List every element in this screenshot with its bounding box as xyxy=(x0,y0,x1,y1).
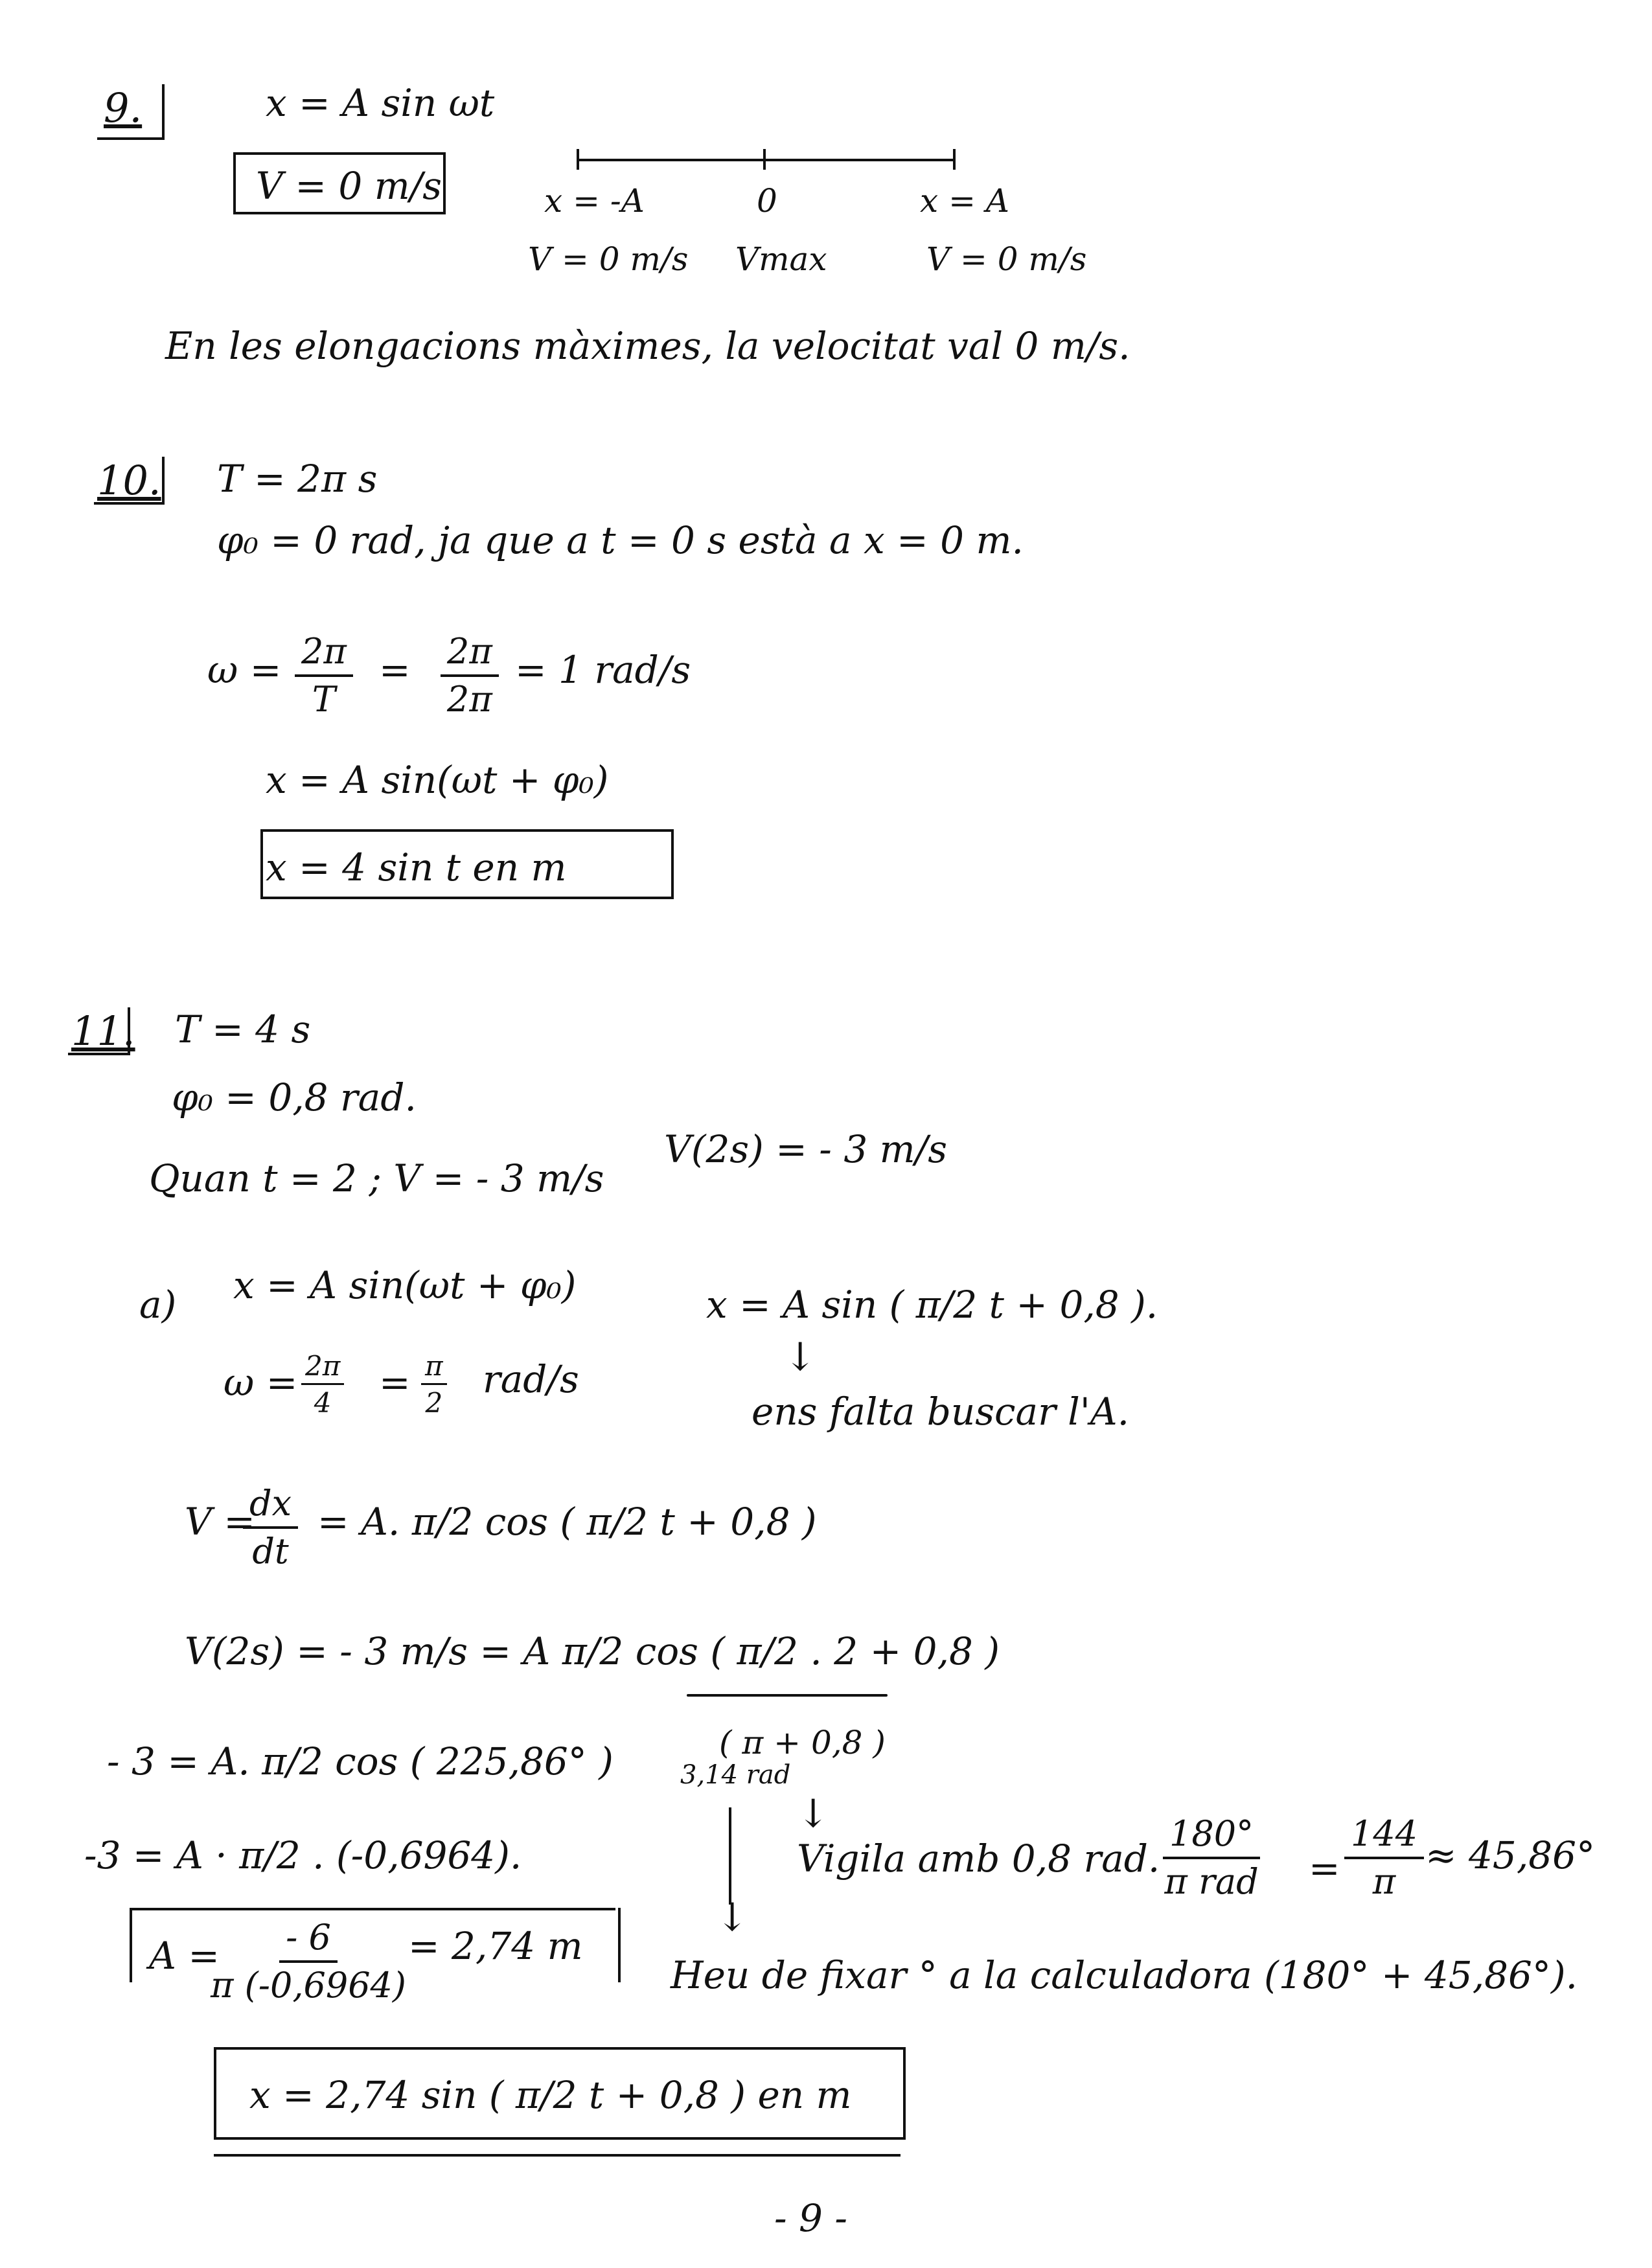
problem-10-omega-result: = 1 rad/s xyxy=(515,648,691,692)
problem-10-omega-fraction-2 xyxy=(441,632,499,720)
problem-9-answer: V = 0 m/s xyxy=(256,164,442,208)
fraction-numerator: - 6 xyxy=(279,1918,338,1963)
axis-right-velocity: V = 0 m/s xyxy=(926,240,1087,278)
fraction-numerator: dx xyxy=(243,1483,298,1529)
problem-11-velocity-at-2s: V(2s) = - 3 m/s xyxy=(664,1127,947,1171)
axis-left-position: x = -A xyxy=(544,182,645,220)
fraction-denominator: T xyxy=(312,679,336,720)
problem-10-period: T = 2π s xyxy=(217,457,378,501)
part-a-note: ens falta buscar l'A. xyxy=(751,1390,1130,1434)
minus3-numeric-equation: -3 = A · π/2 . (-0,6964). xyxy=(84,1833,522,1877)
problem-10-number-hook xyxy=(94,457,165,505)
problem-10-answer: x = 4 sin t en m xyxy=(266,845,567,889)
vertical-pointer-line xyxy=(729,1807,731,1905)
fraction-denominator: π (-0,6964) xyxy=(211,1965,406,2006)
problem-11-number: 11. xyxy=(71,1007,135,1055)
problem-9-equation: x = A sin ωt xyxy=(266,81,495,125)
part-a-omega-unit: rad/s xyxy=(483,1357,579,1401)
fraction-denominator: 4 xyxy=(314,1387,332,1419)
fraction-denominator: π xyxy=(1372,1861,1396,1903)
problem-10-omega-lhs: ω = xyxy=(207,648,282,692)
oscillation-axis xyxy=(577,159,956,161)
problem-10-equals: = xyxy=(379,648,411,692)
fraction-numerator: 2π xyxy=(301,1351,344,1385)
axis-right-position: x = A xyxy=(920,182,1009,220)
amplitude-fraction xyxy=(211,1918,406,2006)
part-a-position-equation: x = A sin ( π/2 t + 0,8 ). xyxy=(706,1283,1158,1327)
fraction-numerator: 2π xyxy=(295,632,353,677)
problem-10-general-equation: x = A sin(ωt + φ₀) xyxy=(266,758,609,802)
fraction-numerator: π xyxy=(421,1351,447,1385)
pi-value-rad: 3,14 rad xyxy=(680,1760,791,1790)
fraction-numerator: 144 xyxy=(1344,1814,1424,1859)
problem-9-number: 9. xyxy=(104,84,143,132)
fraction-denominator: 2π xyxy=(447,679,492,720)
velocity-expression: = A. π/2 cos ( π/2 t + 0,8 ) xyxy=(317,1500,817,1544)
problem-10-omega-fraction-1 xyxy=(295,632,353,720)
down-arrow-icon: ↓ xyxy=(784,1334,817,1380)
pi-plus-08: ( π + 0,8 ) xyxy=(719,1724,886,1761)
amplitude-lhs: A = xyxy=(149,1934,220,1978)
amplitude-box-top xyxy=(130,1908,615,1910)
fraction-numerator: 180° xyxy=(1163,1814,1260,1859)
part-a-omega-equals: = xyxy=(379,1360,411,1404)
problem-9-explanation: En les elongacions màximes, la velocitat val 0 m/s. xyxy=(165,324,1130,368)
problem-10-number: 10. xyxy=(97,457,161,504)
problem-11-period: T = 4 s xyxy=(175,1007,311,1051)
down-arrow-icon: ↓ xyxy=(716,1895,749,1940)
problem-10-phase: φ₀ = 0 rad, ja que a t = 0 s està a x = 0 m. xyxy=(217,518,1024,562)
degree-conversion-fraction xyxy=(1163,1814,1260,1902)
underbrace xyxy=(687,1694,888,1697)
fraction-denominator: π rad xyxy=(1164,1861,1259,1903)
axis-tick-mid xyxy=(763,149,766,170)
degree-result: ≈ 45,86° xyxy=(1425,1833,1596,1877)
down-arrow-icon: ↓ xyxy=(797,1791,830,1837)
fraction-denominator: 2 xyxy=(425,1387,443,1419)
problem-11-number-hook xyxy=(68,1007,130,1055)
part-a-omega-lhs: ω = xyxy=(224,1360,298,1404)
part-a-label: a) xyxy=(139,1283,177,1327)
vigila-note: Vigila amb 0,8 rad. xyxy=(797,1837,1160,1881)
axis-mid-position: 0 xyxy=(757,182,777,220)
part-a-omega-pi-half xyxy=(421,1351,447,1419)
final-answer-underline xyxy=(214,2154,901,2157)
axis-tick-left xyxy=(577,149,579,170)
amplitude-result: = 2,74 m xyxy=(408,1924,583,1968)
minus3-cos-equation: - 3 = A. π/2 cos ( 225,86° ) xyxy=(107,1739,614,1783)
part-a-general-equation: x = A sin(ωt + φ₀) xyxy=(233,1263,577,1307)
velocity-lhs: V = xyxy=(185,1500,255,1544)
fraction-denominator: dt xyxy=(252,1531,289,1572)
velocity-at-2s-equation: V(2s) = - 3 m/s = A π/2 cos ( π/2 . 2 + 0,8 ) xyxy=(185,1629,1000,1673)
axis-tick-right xyxy=(953,149,956,170)
final-answer: x = 2,74 sin ( π/2 t + 0,8 ) en m xyxy=(249,2073,852,2117)
problem-11-condition: Quan t = 2 ; V = - 3 m/s xyxy=(149,1156,604,1200)
calculator-note: Heu de fixar ° a la calculadora (180° + 45,86°). xyxy=(671,1953,1578,1997)
degree-result-fraction xyxy=(1344,1814,1424,1902)
problem-9-number-hook xyxy=(97,84,165,140)
degree-equals: = xyxy=(1309,1846,1340,1890)
axis-left-velocity: V = 0 m/s xyxy=(528,240,689,278)
problem-11-phase: φ₀ = 0,8 rad. xyxy=(172,1075,417,1119)
axis-mid-velocity: Vmax xyxy=(735,240,827,278)
fraction-numerator: 2π xyxy=(441,632,499,677)
part-a-omega-fraction xyxy=(301,1351,344,1419)
velocity-derivative-fraction xyxy=(243,1483,298,1572)
page-number: - 9 - xyxy=(774,2196,847,2240)
